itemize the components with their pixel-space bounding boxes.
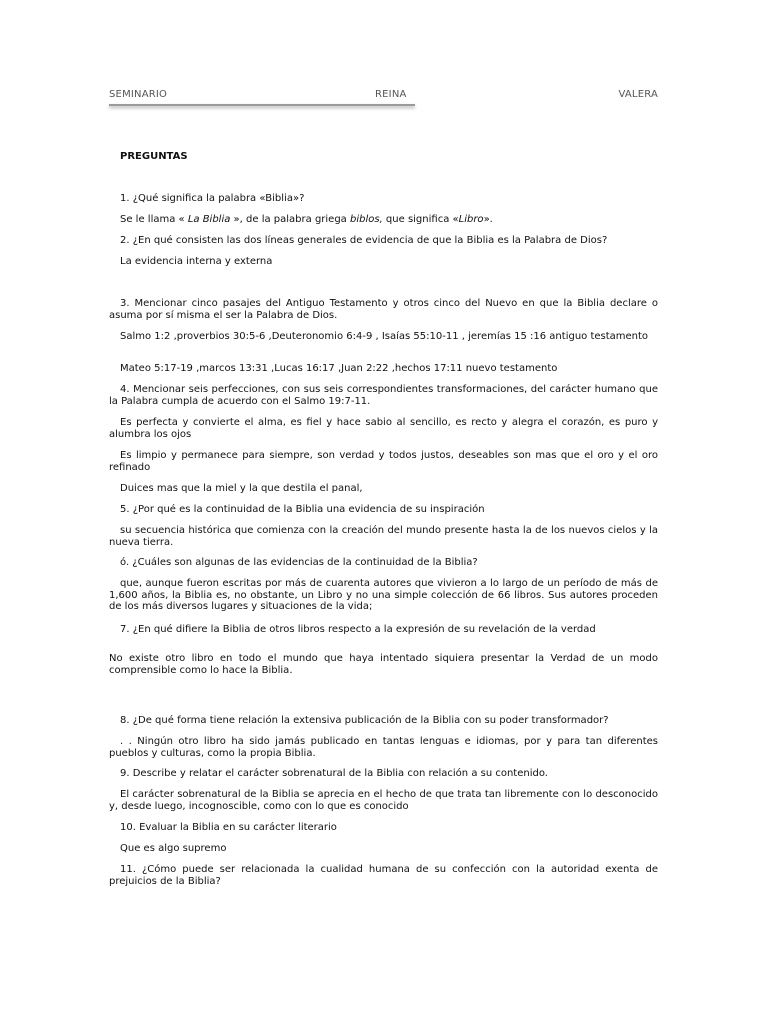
question-11: 11. ¿Cómo puede ser relacionada la cualidad humana de su confección con la autoridad exenta de prejuicios de la Biblia? bbox=[109, 864, 658, 887]
answer-4-b: Es limpio y permanece para siempre, son verdad y todos justos, deseables son mas que el oro y el oro refinado bbox=[109, 450, 658, 473]
question-9: 9. Describe y relatar el carácter sobrenatural de la Biblia con relación a su contenido. bbox=[120, 768, 548, 779]
question-5: 5. ¿Por qué es la continuidad de la Biblia una evidencia de su inspiración bbox=[120, 504, 485, 515]
answer-10: Que es algo supremo bbox=[120, 843, 227, 854]
question-4: 4. Mencionar seis perfecciones, con sus seis correspondientes transformaciones, del carácter humano que la Palabra cumpla de acuerdo con el Salmo 19:7-11. bbox=[109, 384, 658, 407]
question-7: 7. ¿En qué difiere la Biblia de otros libros respecto a la expresión de su revelación de la verdad bbox=[120, 624, 596, 635]
header-left: SEMINARIO bbox=[109, 89, 168, 100]
answer-5: su secuencia histórica que comienza con la creación del mundo presente hasta la de los nuevos cielos y la nueva tierra. bbox=[109, 525, 658, 548]
header-middle: REINA bbox=[375, 89, 407, 100]
header-rule bbox=[109, 104, 415, 106]
answer-3-old-testament: Salmo 1:2 ,proverbios 30:5-6 ,Deuteronomio 6:4-9 , Isaías 55:10-11 , jeremías 15 :16 antiguo testamento bbox=[120, 331, 649, 342]
answer-1-part-1: Se le llama « bbox=[120, 214, 185, 225]
answer-2: La evidencia interna y externa bbox=[120, 256, 273, 267]
question-1: 1. ¿Qué significa la palabra «Biblia»? bbox=[120, 193, 305, 204]
answer-7: No existe otro libro en todo el mundo que haya intentado siquiera presentar la Verdad de un modo comprensible como lo hace la Biblia. bbox=[109, 653, 658, 676]
answer-1-part-4: biblos, bbox=[349, 214, 383, 225]
question-3: 3. Mencionar cinco pasajes del Antiguo Testamento y otros cinco del Nuevo en que la Biblia declare o asuma por sí misma el ser la Palabra de Dios. bbox=[109, 298, 658, 321]
answer-6: que, aunque fueron escritas por más de cuarenta autores que vivieron a lo largo de un período de más de 1,600 años, la Biblia es, no obstante, un Libro y no una simple colección de 66 libros. Sus autores proceden de los más diversos lugares y situaciones de la vida; bbox=[109, 578, 658, 612]
answer-4-a: Es perfecta y convierte el alma, es fiel y hace sabio al sencillo, es recto y alegra el corazón, es puro y alumbra los ojos bbox=[109, 417, 658, 440]
question-10: 10. Evaluar la Biblia en su carácter literario bbox=[120, 822, 337, 833]
header-right: VALERA bbox=[618, 89, 658, 100]
answer-1-part-3: », de la palabra griega bbox=[230, 214, 350, 225]
question-8: 8. ¿De qué forma tiene relación la extensiva publicación de la Biblia con su poder transformador? bbox=[120, 715, 609, 726]
page-title: PREGUNTAS bbox=[120, 151, 188, 162]
answer-1-part-7: ». bbox=[483, 214, 493, 225]
answer-1-part-6: Libro bbox=[458, 214, 484, 225]
answer-1-part-5: que significa « bbox=[382, 214, 459, 225]
answer-9: El carácter sobrenatural de la Biblia se aprecia en el hecho de que trata tan libremente con lo desconocido y, desde luego, incognoscible, como con lo que es conocido bbox=[109, 789, 658, 812]
answer-1 bbox=[109, 214, 658, 226]
page-header bbox=[109, 89, 658, 103]
answer-8: . . Ningún otro libro ha sido jamás publicado en tantas lenguas e idiomas, por y para tan diferentes pueblos y culturas, como la propia Biblia. bbox=[109, 736, 658, 759]
answer-4-c: Duices mas que la miel y la que destila el panal, bbox=[120, 483, 363, 494]
question-2: 2. ¿En qué consisten las dos líneas generales de evidencia de que la Biblia es la Palabra de Dios? bbox=[120, 235, 608, 246]
question-6: ó. ¿Cuáles son algunas de las evidencias de la continuidad de la Biblia? bbox=[120, 557, 478, 568]
answer-1-part-2: La Biblia bbox=[184, 214, 231, 225]
answer-3-new-testament: Mateo 5:17-19 ,marcos 13:31 ,Lucas 16:17 ,Juan 2:22 ,hechos 17:11 nuevo testamento bbox=[120, 363, 558, 374]
